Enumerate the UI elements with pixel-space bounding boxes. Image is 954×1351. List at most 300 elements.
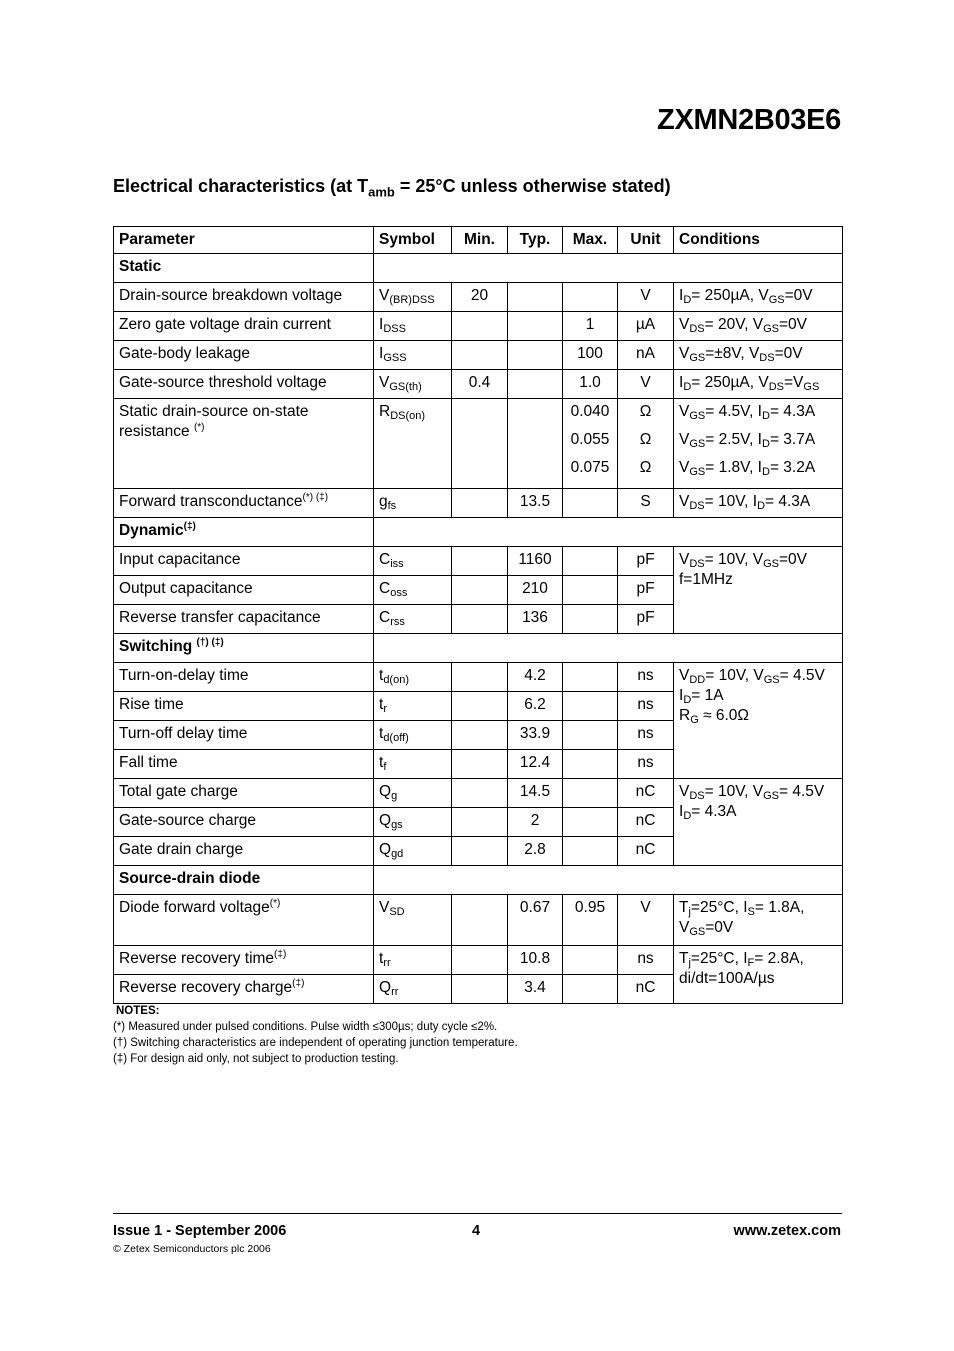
header-conditions <box>674 227 843 254</box>
notes-block <box>113 1003 518 1067</box>
symbol-subscript: rss <box>390 616 405 628</box>
cell-text: Turn-off delay time <box>119 725 248 742</box>
condition-subscript: GS <box>763 790 779 802</box>
cell-min <box>452 946 508 975</box>
cell-text: V <box>379 899 390 916</box>
cell-text: 0.055 <box>570 431 610 448</box>
condition-subscript: D <box>683 381 692 393</box>
cell-symbol <box>374 895 452 946</box>
cell-text: Ω <box>639 431 652 448</box>
cell-typ <box>508 399 563 489</box>
cell-text: V <box>379 374 390 391</box>
cell-text: ns <box>637 950 654 967</box>
note-marker: (‡) <box>292 978 305 989</box>
cell-max <box>563 489 618 518</box>
cell-typ <box>508 576 563 605</box>
condition-subscript: GS <box>689 352 706 364</box>
table-row <box>114 946 843 975</box>
cell-text: nC <box>635 812 656 829</box>
condition-text: $I_D= 250\mu A$, $V_{GS}=0V$ <box>679 287 813 306</box>
cell-text: µA <box>635 316 656 333</box>
cell-unit <box>618 946 674 975</box>
condition-subscript: D <box>757 500 766 512</box>
cell-min <box>452 975 508 1004</box>
symbol-subscript: (BR)DSS <box>389 294 435 306</box>
cell-symbol <box>374 750 452 779</box>
cell-text: ns <box>637 754 654 771</box>
cell-symbol <box>374 312 452 341</box>
condition-subscript: j <box>688 906 691 918</box>
cell-unit <box>618 283 674 312</box>
cell-conditions <box>674 663 843 779</box>
cell-parameter <box>114 370 374 399</box>
column-label: Symbol <box>379 231 435 248</box>
table-row <box>114 283 843 312</box>
footer-copyright: © Zetex Semiconductors plc 2006 <box>113 1243 271 1255</box>
cell-typ <box>508 663 563 692</box>
section-heading: Electrical characteristics (at $T_{amb} = 25^\circ C$ unless otherwise stated) <box>113 176 671 200</box>
cell-unit <box>618 721 674 750</box>
cell-text: 12.4 <box>519 754 551 771</box>
section-blank <box>374 866 843 895</box>
symbol-subscript: GSS <box>383 352 407 364</box>
cell-unit <box>618 341 674 370</box>
condition-subscript: DD <box>689 674 706 686</box>
cell-min <box>452 370 508 399</box>
cell-unit <box>618 975 674 1004</box>
cell-text: Input capacitance <box>119 551 241 568</box>
cell-max <box>563 837 618 866</box>
cell-text: R <box>379 403 391 420</box>
section-row-switching <box>114 634 843 663</box>
cell-max <box>563 576 618 605</box>
cell-text: 136 <box>522 609 548 626</box>
cell-text: Turn-on-delay time <box>119 667 249 684</box>
cell-typ <box>508 692 563 721</box>
condition-subscript: DS <box>759 352 775 364</box>
cell-text: Fall time <box>119 754 178 771</box>
cell-min <box>452 576 508 605</box>
cell-parameter <box>114 946 374 975</box>
section-title: Source-drain diode <box>119 870 261 887</box>
symbol-subscript: gs <box>391 819 403 831</box>
cell-max <box>563 341 618 370</box>
condition-text: $R_G \approx 6.0\Omega$ <box>679 707 750 726</box>
cell-unit <box>618 312 674 341</box>
cell-symbol <box>374 663 452 692</box>
header-min <box>452 227 508 254</box>
column-label: Max. <box>572 231 608 248</box>
symbol-subscript: d(on) <box>383 674 409 686</box>
condition-text: $V_{GS}=0V$ <box>679 919 734 938</box>
condition-subscript: D <box>762 410 770 422</box>
cell-text: 20 <box>470 287 489 304</box>
section-row-dynamic <box>114 518 843 547</box>
condition-subscript: S <box>747 906 755 918</box>
cell-symbol <box>374 946 452 975</box>
symbol-subscript: g <box>391 790 398 802</box>
cell-text: resistance <box>119 423 194 440</box>
condition-text: $V_{DD}= 10V$, $V_{GS}= 4.5V$ <box>679 667 825 686</box>
condition-subscript: D <box>762 438 770 450</box>
cell-text: Drain-source breakdown voltage <box>119 287 343 304</box>
cell-unit <box>618 663 674 692</box>
section-label <box>114 254 374 283</box>
cell-max <box>563 779 618 808</box>
cell-text: C <box>379 580 391 597</box>
cell-typ <box>508 547 563 576</box>
cell-min <box>452 663 508 692</box>
cell-text: ns <box>637 725 654 742</box>
cell-min <box>452 399 508 489</box>
cell-parameter <box>114 489 374 518</box>
cell-text: Forward transconductance <box>119 493 303 510</box>
cell-symbol <box>374 576 452 605</box>
cell-unit <box>618 370 674 399</box>
cell-unit <box>618 547 674 576</box>
cell-text: f=1MHz <box>679 571 733 588</box>
note-item: (‡) For design aid only, not subject to production testing. <box>113 1053 399 1065</box>
cell-symbol <box>374 489 452 518</box>
cell-text: 2.8 <box>524 841 546 858</box>
cell-unit <box>618 605 674 634</box>
cell-text: Q <box>379 979 392 996</box>
table-row <box>114 663 843 692</box>
cell-max <box>563 895 618 946</box>
symbol-subscript: DS(on) <box>390 410 426 422</box>
cell-text: pF <box>636 580 655 597</box>
cell-typ <box>508 489 563 518</box>
section-blank <box>374 254 843 283</box>
condition-subscript: DS <box>689 558 705 570</box>
cell-symbol <box>374 605 452 634</box>
cell-max <box>563 721 618 750</box>
cell-parameter <box>114 399 374 489</box>
cell-text: g <box>379 493 388 510</box>
cell-min <box>452 808 508 837</box>
cell-text: V <box>640 287 651 304</box>
cell-typ <box>508 605 563 634</box>
cell-conditions <box>674 370 843 399</box>
condition-text: $V_{GS}=\pm 8V$, $V_{DS}=0V$ <box>679 345 803 364</box>
cell-conditions <box>674 895 843 946</box>
cell-text: S <box>640 493 651 510</box>
cell-text: V <box>640 374 651 391</box>
symbol-subscript: SD <box>389 906 405 918</box>
section-blank <box>374 634 843 663</box>
cell-symbol <box>374 721 452 750</box>
cell-text: Gate-source charge <box>119 812 256 829</box>
cell-parameter <box>114 283 374 312</box>
cell-text: V <box>379 287 390 304</box>
cell-text: 0.95 <box>574 899 606 916</box>
table-row <box>114 312 843 341</box>
cell-parameter <box>114 750 374 779</box>
cell-text: pF <box>636 609 655 626</box>
cell-min <box>452 312 508 341</box>
column-label: Parameter <box>119 231 195 248</box>
condition-subscript: DS <box>768 381 784 393</box>
cell-typ <box>508 370 563 399</box>
condition-subscript: GS <box>763 558 779 570</box>
cell-unit <box>618 576 674 605</box>
section-title: Static <box>119 258 162 275</box>
part-number-title: ZXMN2B03E6 <box>657 104 841 136</box>
cell-text: pF <box>636 551 655 568</box>
cell-typ <box>508 779 563 808</box>
electrical-characteristics-table <box>113 226 843 1004</box>
cell-text: t <box>379 950 384 967</box>
cell-min <box>452 721 508 750</box>
cell-min <box>452 750 508 779</box>
symbol-subscript: rr <box>391 986 399 998</box>
condition-subscript: D <box>683 694 692 706</box>
header-unit <box>618 227 674 254</box>
symbol-subscript: rr <box>383 957 391 969</box>
condition-text: $I_D= 250\mu A$, $V_{DS}=V_{GS}$ <box>679 374 820 393</box>
cell-text: Rise time <box>119 696 184 713</box>
note-marker: (*) (‡) <box>302 492 329 503</box>
condition-subscript: DS <box>689 323 705 335</box>
note-item: (*) Measured under pulsed conditions. Pulse width ≤300µs; duty cycle ≤2%. <box>113 1021 498 1033</box>
cell-unit <box>618 779 674 808</box>
cell-text: 2 <box>530 812 540 829</box>
cell-text: I <box>379 316 384 333</box>
section-label <box>114 518 374 547</box>
symbol-subscript: f <box>383 761 387 773</box>
cell-text: Gate-body leakage <box>119 345 250 362</box>
notes-heading: NOTES: <box>116 1005 160 1017</box>
cell-parameter <box>114 692 374 721</box>
cell-text: Q <box>379 783 392 800</box>
cell-text: Reverse transfer capacitance <box>119 609 321 626</box>
cell-max <box>563 399 618 489</box>
footer-page-number: 4 <box>472 1223 481 1239</box>
symbol-subscript: r <box>383 703 387 715</box>
condition-subscript: GS <box>689 466 706 478</box>
cell-unit <box>618 692 674 721</box>
cell-typ <box>508 283 563 312</box>
condition-subscript: D <box>683 810 692 822</box>
cell-max <box>563 547 618 576</box>
header-max <box>563 227 618 254</box>
cell-unit <box>618 750 674 779</box>
cell-min <box>452 779 508 808</box>
cell-text: 0.67 <box>519 899 551 916</box>
cell-text: Ω <box>639 403 652 420</box>
note-item: (†) Switching characteristics are independent of operating junction temperature. <box>113 1037 518 1049</box>
cell-min <box>452 547 508 576</box>
cell-typ <box>508 341 563 370</box>
cell-symbol <box>374 547 452 576</box>
column-label: Unit <box>630 231 661 248</box>
cell-symbol <box>374 808 452 837</box>
cell-parameter <box>114 808 374 837</box>
condition-subscript: F <box>747 957 755 969</box>
cell-max <box>563 663 618 692</box>
cell-parameter <box>114 837 374 866</box>
cell-text: 1 <box>585 316 595 333</box>
cell-parameter <box>114 547 374 576</box>
table-row <box>114 370 843 399</box>
cell-min <box>452 489 508 518</box>
symbol-subscript: GS(th) <box>389 381 422 393</box>
table-row <box>114 547 843 576</box>
cell-text: t <box>379 667 384 684</box>
cell-text: 0.075 <box>570 459 610 476</box>
condition-subscript: D <box>683 294 692 306</box>
cell-typ <box>508 837 563 866</box>
symbol-subscript: fs <box>387 500 397 512</box>
cell-text: Reverse recovery charge <box>119 979 293 996</box>
cell-parameter <box>114 312 374 341</box>
condition-subscript: GS <box>689 926 706 938</box>
condition-subscript: GS <box>689 410 706 422</box>
symbol-subscript: gd <box>391 848 404 860</box>
cell-symbol <box>374 837 452 866</box>
cell-text: nA <box>636 345 655 362</box>
table-row <box>114 489 843 518</box>
cell-text: t <box>379 754 384 771</box>
condition-text: $V_{DS}= 10V$, $V_{GS}= 4.5V$ <box>679 783 825 802</box>
cell-parameter <box>114 895 374 946</box>
cell-text: 0.040 <box>570 403 610 420</box>
cell-text: Zero gate voltage drain current <box>119 316 331 333</box>
section-title: Dynamic <box>119 522 184 539</box>
cell-parameter <box>114 975 374 1004</box>
cell-conditions <box>674 946 843 1004</box>
cell-symbol <box>374 779 452 808</box>
table-header-row <box>114 227 843 254</box>
cell-min <box>452 341 508 370</box>
condition-subscript: GS <box>763 674 780 686</box>
cell-text: nC <box>635 841 656 858</box>
condition-subscript: GS <box>763 323 779 335</box>
condition-subscript: G <box>690 714 699 726</box>
column-label: Conditions <box>679 231 760 248</box>
section-row-diode <box>114 866 843 895</box>
cell-conditions <box>674 547 843 634</box>
footer-website-link[interactable]: www.zetex.com <box>733 1223 841 1239</box>
footer-issue: Issue 1 - September 2006 <box>113 1223 287 1239</box>
cell-symbol <box>374 283 452 312</box>
cell-conditions <box>674 283 843 312</box>
cell-text: Ω <box>639 459 652 476</box>
note-marker: (‡) <box>183 521 196 532</box>
cell-max <box>563 605 618 634</box>
condition-text: $V_{DS}= 10V$, $V_{GS}=0V$ <box>679 551 808 570</box>
cell-text: 4.2 <box>524 667 546 684</box>
cell-min <box>452 692 508 721</box>
cell-text: I <box>379 345 384 362</box>
cell-parameter <box>114 721 374 750</box>
cell-text: 1.0 <box>579 374 601 391</box>
symbol-subscript: iss <box>390 558 404 570</box>
cell-typ <box>508 312 563 341</box>
cell-typ <box>508 946 563 975</box>
section-title: Switching <box>119 638 197 655</box>
cell-text: V <box>640 899 651 916</box>
cell-symbol <box>374 341 452 370</box>
cell-text: di/dt=100A/µs <box>679 970 775 987</box>
table-row <box>114 895 843 946</box>
cell-text: C <box>379 551 391 568</box>
cell-text: 6.2 <box>524 696 546 713</box>
cell-text: Output capacitance <box>119 580 253 597</box>
condition-text: $T_j=25^\circ C$, $I_S= 1.8A$, <box>679 899 805 918</box>
footer-divider <box>113 1213 842 1214</box>
cell-typ <box>508 808 563 837</box>
cell-conditions <box>674 779 843 866</box>
cell-text: Gate-source threshold voltage <box>119 374 327 391</box>
cell-unit <box>618 399 674 489</box>
cell-max <box>563 283 618 312</box>
section-label <box>114 634 374 663</box>
cell-min <box>452 837 508 866</box>
cell-conditions <box>674 489 843 518</box>
cell-conditions <box>674 312 843 341</box>
cell-parameter <box>114 341 374 370</box>
note-marker: (*) <box>193 422 205 433</box>
cell-text: Q <box>379 812 392 829</box>
cell-text: 3.4 <box>524 979 546 996</box>
cell-text: Diode forward voltage <box>119 899 270 916</box>
column-label: Min. <box>464 231 495 248</box>
header-typ <box>508 227 563 254</box>
condition-subscript: GS <box>689 438 706 450</box>
cell-typ <box>508 975 563 1004</box>
cell-parameter <box>114 576 374 605</box>
condition-text: $V_{GS}= 1.8V$, $I_D= 3.2A$ <box>679 459 816 478</box>
cell-typ <box>508 895 563 946</box>
table-row <box>114 779 843 808</box>
header-symbol <box>374 227 452 254</box>
condition-subscript: GS <box>803 381 820 393</box>
condition-subscript: DS <box>689 500 705 512</box>
cell-text: 13.5 <box>519 493 551 510</box>
cell-typ <box>508 750 563 779</box>
symbol-subscript: DSS <box>383 323 406 335</box>
header-parameter <box>114 227 374 254</box>
cell-text: t <box>379 696 384 713</box>
cell-text: Gate drain charge <box>119 841 244 858</box>
condition-text: $V_{DS}= 20V$, $V_{GS}=0V$ <box>679 316 808 335</box>
section-blank <box>374 518 843 547</box>
condition-subscript: D <box>762 466 770 478</box>
cell-symbol <box>374 370 452 399</box>
cell-typ <box>508 721 563 750</box>
cell-max <box>563 750 618 779</box>
cell-text: Total gate charge <box>119 783 238 800</box>
cell-unit <box>618 489 674 518</box>
cell-text: 10.8 <box>519 950 551 967</box>
cell-text: 100 <box>577 345 603 362</box>
cell-text: Static drain-source on-state <box>119 403 309 420</box>
cell-text: 1160 <box>518 551 552 568</box>
cell-unit <box>618 895 674 946</box>
cell-max <box>563 370 618 399</box>
note-marker: (*) <box>269 898 281 909</box>
cell-text: nC <box>635 979 656 996</box>
cell-symbol <box>374 399 452 489</box>
cell-min <box>452 895 508 946</box>
cell-text: ns <box>637 667 654 684</box>
table-row <box>114 399 843 489</box>
cell-text: 0.4 <box>468 374 491 391</box>
cell-text: ns <box>637 696 654 713</box>
condition-text: $V_{DS}= 10V$, $I_D= 4.3A$ <box>679 493 811 512</box>
cell-parameter <box>114 605 374 634</box>
